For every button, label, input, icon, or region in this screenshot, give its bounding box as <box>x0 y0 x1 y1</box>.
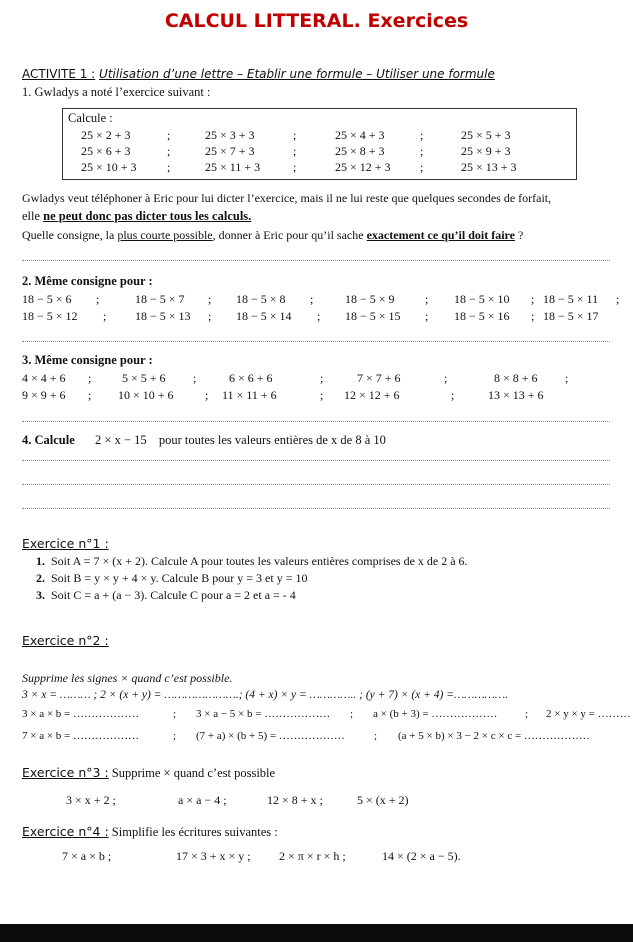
q3-expr: 7 × 7 + 6 <box>357 371 401 385</box>
calcule-label: Calcule : <box>68 111 113 125</box>
para2-mid: , donner à Eric pour qu’il sache <box>212 228 367 242</box>
ex2-sep: ; <box>374 730 378 742</box>
grid-sep: ; <box>293 144 297 158</box>
q3-expr: 4 × 4 + 6 <box>22 371 66 385</box>
q3-sep: ; <box>193 371 197 385</box>
q2-expr: 18 − 5 × 13 <box>135 309 191 323</box>
q3-expr: 9 × 9 + 6 <box>22 388 66 402</box>
para2-underlined-1: plus courte possible <box>117 228 213 242</box>
answer-line[interactable] <box>22 460 610 461</box>
q4-label: 4. Calcule <box>22 433 75 447</box>
q3-sep: ; <box>320 388 324 402</box>
q2-expr: 18 − 5 × 10 <box>454 292 510 306</box>
ex4-heading: Exercice n°4 : <box>22 824 109 839</box>
ex2-sep: ; <box>173 730 177 742</box>
grid-sep: ; <box>420 128 424 142</box>
ex1-heading: Exercice n°1 : <box>22 536 109 551</box>
q3-expr: 11 × 11 + 6 <box>222 388 277 402</box>
ex2-expr: (a + 5 × b) × 3 − 2 × c × c = ……………… <box>398 730 590 742</box>
para1b-pre: elle <box>22 209 44 223</box>
ex1-item <box>36 588 296 603</box>
q3-expr: 12 × 12 + 6 <box>344 388 400 402</box>
q3-sep: ; <box>88 371 92 385</box>
q3-expr: 8 × 8 + 6 <box>494 371 538 385</box>
ex2-expr: 7 × a × b = ……………… <box>22 730 139 742</box>
activite-heading <box>22 67 495 81</box>
ex2-expr: 3 × a × b = ……………… <box>22 708 139 720</box>
q3-intro <box>22 353 153 368</box>
grid-cell: 25 × 8 + 3 <box>335 144 385 158</box>
q2-sep: ; <box>616 292 620 306</box>
ex2-heading: Exercice n°2 : <box>22 633 109 648</box>
grid-sep: ; <box>167 128 171 142</box>
activite-label: ACTIVITE 1 : <box>22 67 96 81</box>
ex4-item: 2 × π × r × h ; <box>279 849 346 863</box>
grid-sep: ; <box>420 144 424 158</box>
grid-cell: 25 × 4 + 3 <box>335 128 385 142</box>
q3-sep: ; <box>451 388 455 402</box>
q2-sep: ; <box>208 292 212 306</box>
q3-sep: ; <box>88 388 92 402</box>
ex3-heading: Exercice n°3 : <box>22 765 109 780</box>
grid-cell: 25 × 10 + 3 <box>81 160 137 174</box>
para2-underlined-2: exactement ce qu’il doit faire <box>366 228 515 242</box>
para2-end: ? <box>515 228 524 242</box>
q2-sep: ; <box>317 309 321 323</box>
ex3-item: 3 × x + 2 ; <box>66 793 116 807</box>
ex1-item-text: Soit C = a + (a − 3). Calcule C pour a = 2 et a = - 4 <box>51 588 296 602</box>
calcule-box <box>62 108 577 180</box>
page-title: CALCUL LITTERAL. Exercices <box>164 10 469 32</box>
bottom-bar <box>0 924 633 942</box>
ex1-item-text: Soit B = y × y + 4 × y. Calcule B pour y = 3 et y = 10 <box>51 571 308 585</box>
activite-subtitle: Utilisation d’une lettre – Etablir une formule – Utiliser une formule <box>99 67 495 81</box>
grid-cell: 25 × 9 + 3 <box>461 144 511 158</box>
q3-sep: ; <box>565 371 569 385</box>
ex1-item <box>36 571 307 586</box>
q2-intro-text: 2. Même consigne pour : <box>22 274 153 288</box>
ex1-item-num: 3. <box>36 588 45 602</box>
ex2-expr: a × (b + 3) = ……………… <box>373 708 498 720</box>
q1-intro: 1. Gwladys a noté l’exercice suivant : <box>22 85 211 99</box>
answer-line[interactable] <box>22 508 610 509</box>
grid-sep: ; <box>293 160 297 174</box>
q4-text: pour toutes les valeurs entières de x de 8 à 10 <box>158 433 386 447</box>
q2-sep: ; <box>425 309 429 323</box>
q2-sep: ; <box>425 292 429 306</box>
q2-sep: ; <box>531 309 535 323</box>
ex2-expr: 3 × a − 5 × b = ……………… <box>196 708 331 720</box>
q2-expr: 18 − 5 × 12 <box>22 309 78 323</box>
ex2-expr: 2 × y × y = ……… <box>546 708 631 720</box>
ex4-item: 7 × a × b ; <box>62 849 112 863</box>
q2-expr: 18 − 5 × 11 <box>543 292 599 306</box>
q2-expr: 18 − 5 × 7 <box>135 292 185 306</box>
para1b-underlined: ne peut donc pas dicter tous les calculs. <box>43 209 252 223</box>
q3-sep: ; <box>444 371 448 385</box>
ex3-heading-line <box>22 765 275 781</box>
ex3-item: 12 × 8 + x ; <box>267 793 323 807</box>
q2-expr: 18 − 5 × 15 <box>345 309 401 323</box>
ex2-sep: ; <box>525 708 529 720</box>
ex3-instruction: Supprime × quand c’est possible <box>111 766 276 780</box>
q2-expr: 18 − 5 × 17 <box>543 309 599 323</box>
grid-sep: ; <box>420 160 424 174</box>
q2-expr: 18 − 5 × 9 <box>345 292 395 306</box>
ex1-item-num: 2. <box>36 571 45 585</box>
q3-sep: ; <box>205 388 209 402</box>
ex1-item-num: 1. <box>36 554 45 568</box>
grid-sep: ; <box>293 128 297 142</box>
grid-cell: 25 × 11 + 3 <box>205 160 261 174</box>
q2-expr: 18 − 5 × 8 <box>236 292 286 306</box>
q2-expr: 18 − 5 × 6 <box>22 292 72 306</box>
grid-sep: ; <box>167 160 171 174</box>
grid-cell: 25 × 2 + 3 <box>81 128 131 142</box>
grid-cell: 25 × 6 + 3 <box>81 144 131 158</box>
q2-sep: ; <box>310 292 314 306</box>
grid-cell: 25 × 12 + 3 <box>335 160 391 174</box>
q3-sep: ; <box>320 371 324 385</box>
ex2-expr: (7 + a) × (b + 5) = ……………… <box>196 730 345 742</box>
para2-pre: Quelle consigne, la <box>22 228 118 242</box>
ex4-item: 17 × 3 + x × y ; <box>176 849 251 863</box>
q3-expr: 10 × 10 + 6 <box>118 388 174 402</box>
ex2-sep: ; <box>173 708 177 720</box>
q3-intro-text: 3. Même consigne pour : <box>22 353 153 367</box>
answer-line[interactable] <box>22 260 610 261</box>
q3-expr: 5 × 5 + 6 <box>122 371 166 385</box>
ex3-item: a × a − 4 ; <box>178 793 227 807</box>
q3-expr: 6 × 6 + 6 <box>229 371 273 385</box>
q2-expr: 18 − 5 × 14 <box>236 309 292 323</box>
q4-line <box>22 433 386 448</box>
answer-line[interactable] <box>22 421 610 422</box>
ex2-intro: Supprime les signes × quand c’est possible. <box>22 671 233 685</box>
q2-sep: ; <box>531 292 535 306</box>
grid-cell: 25 × 7 + 3 <box>205 144 255 158</box>
ex4-instruction: Simplifie les écritures suivantes : <box>111 825 278 839</box>
q3-expr: 13 × 13 + 6 <box>488 388 544 402</box>
ex3-item: 5 × (x + 2) <box>357 793 409 807</box>
grid-cell: 25 × 3 + 3 <box>205 128 255 142</box>
ex4-heading-line <box>22 824 278 840</box>
grid-cell: 25 × 5 + 3 <box>461 128 511 142</box>
q2-sep: ; <box>208 309 212 323</box>
paragraph-1b <box>22 209 251 224</box>
answer-line[interactable] <box>22 484 610 485</box>
ex2-sep: ; <box>350 708 354 720</box>
ex4-item: 14 × (2 × a − 5). <box>382 849 461 863</box>
grid-sep: ; <box>167 144 171 158</box>
q2-intro <box>22 274 153 289</box>
paragraph-2 <box>22 228 523 243</box>
q2-sep: ; <box>103 309 107 323</box>
ex2-row1: 3 × x = ……… ; 2 × (x + y) = ………………….; (4 + x) × y = ………….. ; (y + 7) × (x + 4) =……………. <box>22 689 509 701</box>
grid-cell: 25 × 13 + 3 <box>461 160 517 174</box>
q2-sep: ; <box>96 292 100 306</box>
q4-expr: 2 × x − 15 <box>95 433 147 447</box>
ex1-item-text: Soit A = 7 × (x + 2). Calcule A pour toutes les valeurs entières comprises de x de 2 à 6. <box>51 554 468 568</box>
ex1-item <box>36 554 468 569</box>
q2-expr: 18 − 5 × 16 <box>454 309 510 323</box>
answer-line[interactable] <box>22 341 610 342</box>
paragraph-1a: Gwladys veut téléphoner à Eric pour lui dicter l’exercice, mais il ne lui reste que quelques secondes de forfait, <box>22 191 552 205</box>
